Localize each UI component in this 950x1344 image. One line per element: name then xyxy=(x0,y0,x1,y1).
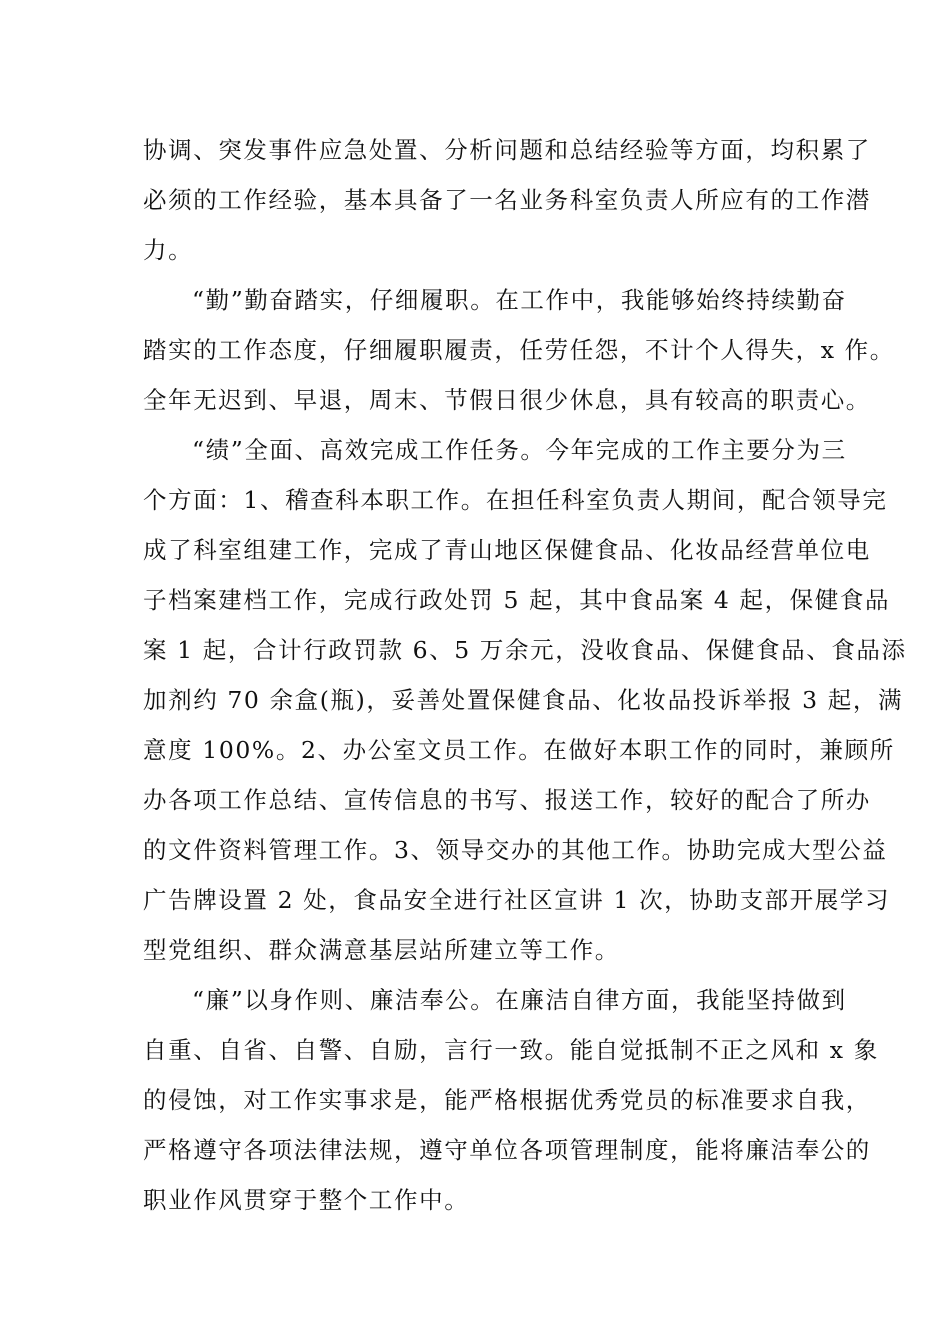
text-line: 子档案建档工作，完成行政处罚 5 起，其中食品案 4 起，保健食品 xyxy=(143,586,891,614)
text-line: 意度 100%。2、办公室文员工作。在做好本职工作的同时，兼顾所 xyxy=(143,736,895,764)
text-line: “廉”以身作则、廉洁奉公。在廉洁自律方面，我能坚持做到 xyxy=(192,986,847,1014)
text-line: 个方面：1、稽查科本职工作。在担任科室负责人期间，配合领导完 xyxy=(143,486,888,514)
text-line: 广告牌设置 2 处，食品安全进行社区宣讲 1 次，协助支部开展学习 xyxy=(143,886,891,914)
text-line: 的侵蚀，对工作实事求是，能严格根据优秀党员的标准要求自我， xyxy=(143,1086,871,1114)
text-line: 全年无迟到、早退，周末、节假日很少休息，具有较高的职责心。 xyxy=(143,386,871,414)
text-line: “勤”勤奋踏实，仔细履职。在工作中，我能够始终持续勤奋 xyxy=(192,286,847,314)
text-line: 型党组织、群众满意基层站所建立等工作。 xyxy=(143,936,620,964)
text-line: 案 1 起，合计行政罚款 6、5 万余元，没收食品、保健食品、食品添 xyxy=(143,636,907,664)
text-line: “绩”全面、高效完成工作任务。今年完成的工作主要分为三 xyxy=(192,436,847,464)
text-line: 职业作风贯穿于整个工作中。 xyxy=(143,1186,470,1214)
text-line: 加剂约 70 余盒(瓶)，妥善处置保健食品、化妆品投诉举报 3 起，满 xyxy=(143,686,904,714)
text-line: 自重、自省、自警、自励，言行一致。能自觉抵制不正之风和 x 象 xyxy=(143,1036,879,1064)
text-line: 的文件资料管理工作。3、领导交办的其他工作。协助完成大型公益 xyxy=(143,836,888,864)
text-line: 成了科室组建工作，完成了青山地区保健食品、化妆品经营单位电 xyxy=(143,536,871,564)
text-line: 踏实的工作态度，仔细履职履责，任劳任怨，不计个人得失，x 作。 xyxy=(143,336,895,364)
text-line: 协调、突发事件应急处置、分析问题和总结经验等方面，均积累了 xyxy=(143,136,871,164)
text-line: 严格遵守各项法律法规，遵守单位各项管理制度，能将廉洁奉公的 xyxy=(143,1136,871,1164)
text-line: 必须的工作经验，基本具备了一名业务科室负责人所应有的工作潜 xyxy=(143,186,871,214)
text-line: 办各项工作总结、宣传信息的书写、报送工作，较好的配合了所办 xyxy=(143,786,871,814)
text-line: 力。 xyxy=(143,236,194,264)
